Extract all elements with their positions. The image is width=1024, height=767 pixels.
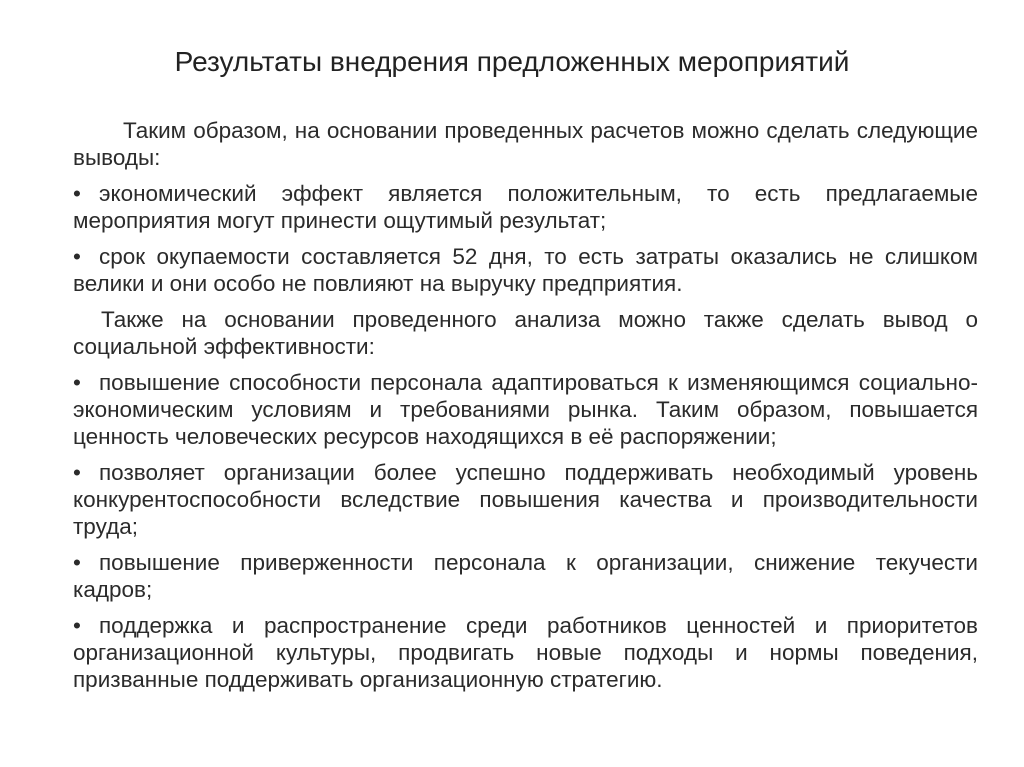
bullet-item: [73, 612, 978, 693]
bullet-text: повышение приверженности персонала к организации, снижение текучести кадров;: [73, 550, 978, 602]
bullet-text: срок окупаемости составляется 52 дня, то есть затраты оказались не слишком велики и они особо не повлияют на выручку предприятия.: [73, 244, 978, 296]
social-paragraph: Также на основании проведенного анализа можно также сделать вывод о социальной эффективности:: [73, 307, 978, 359]
bullet-item: [73, 243, 978, 297]
bullet-item: [73, 549, 978, 603]
bullet-marker: •: [73, 370, 81, 395]
bullet-text: повышение способности персонала адаптироваться к изменяющимся социально-экономическим условиям и требованиями рынка. Таким образом, повышается ценность человеческих ресурсов находящихся в её распоряжении;: [73, 370, 978, 449]
bullet-text: поддержка и распространение среди работников ценностей и приоритетов организационной культуры, продвигать новые подходы и нормы поведения, призванные поддерживать организационную стратегию.: [73, 613, 978, 692]
bullet-text: экономический эффект является положительным, то есть предлагаемые мероприятия могут принести ощутимый результат;: [73, 181, 978, 233]
bullet-marker: •: [73, 244, 81, 269]
intro-paragraph: Таким образом, на основании проведенных расчетов можно сделать следующие выводы:: [73, 118, 978, 170]
bullet-text: позволяет организации более успешно поддерживать необходимый уровень конкурентоспособности вследствие повышения качества и производительности труда;: [73, 460, 978, 539]
slide-body: [73, 117, 978, 702]
bullet-marker: •: [73, 181, 81, 206]
bullet-marker: •: [73, 460, 81, 485]
bullet-item: [73, 180, 978, 234]
bullet-marker: •: [73, 613, 81, 638]
bullet-item: [73, 459, 978, 540]
bullet-marker: •: [73, 550, 81, 575]
slide-title: Результаты внедрения предложенных мероприятий: [174, 46, 850, 77]
bullet-item: [73, 369, 978, 450]
